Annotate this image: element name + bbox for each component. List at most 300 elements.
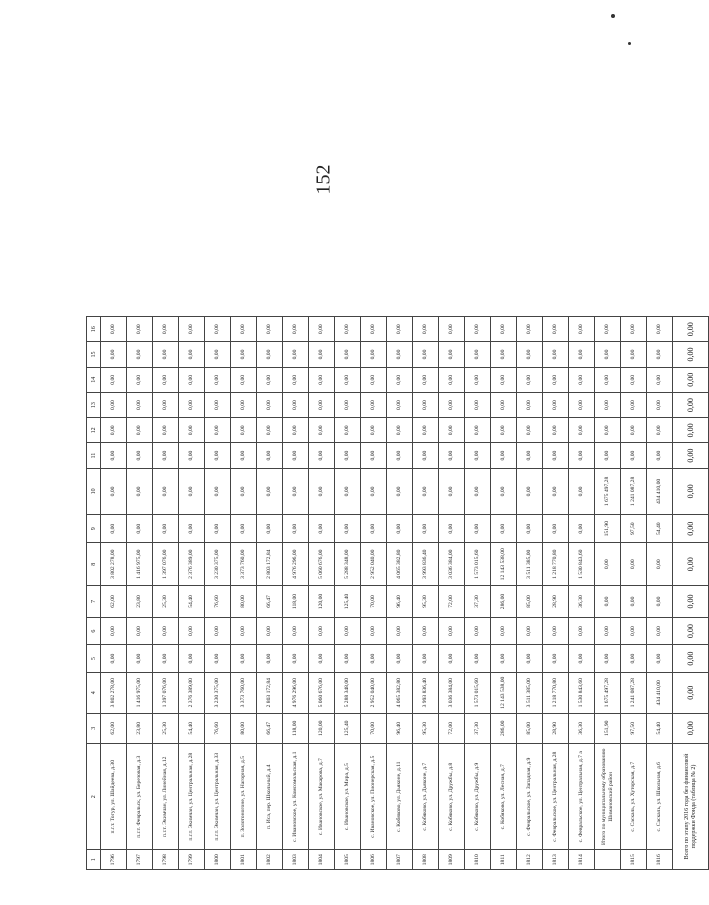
row-value: 0,00 — [283, 392, 309, 417]
row-address: с. Саскаль, ул. Хуторская, д.7 — [621, 743, 647, 850]
row-value: 0,00 — [153, 443, 179, 468]
row-address: п. Золотоногоне, ул. Нагорная, д.5 — [231, 743, 257, 850]
row-value: 0,00 — [491, 367, 517, 392]
row-value: 0,00 — [361, 515, 387, 543]
row-value: 0,00 — [621, 392, 647, 417]
row-value: 120,00 — [309, 586, 335, 618]
row-value: 0,00 — [413, 317, 439, 342]
row-value: 0,00 — [127, 617, 153, 645]
row-number: 1797 — [127, 850, 153, 870]
row-value: 0,00 — [439, 468, 465, 514]
row-value: 0,00 — [413, 645, 439, 673]
row-value: 0,00 — [517, 443, 543, 468]
row-number: 1811 — [491, 850, 517, 870]
row-value: 0,00 — [569, 317, 595, 342]
row-value: 0,00 — [517, 418, 543, 443]
row-value: 0,00 — [543, 645, 569, 673]
row-value: 76,60 — [205, 713, 231, 743]
row-value: 3 230 375,00 — [205, 672, 231, 713]
total-value: 0,00 — [673, 468, 709, 514]
row-value: 0,00 — [647, 418, 673, 443]
row-number: 1814 — [569, 850, 595, 870]
row-value: 0,00 — [465, 468, 491, 514]
row-value: 0,00 — [465, 443, 491, 468]
row-value: 3 373 760,00 — [231, 672, 257, 713]
row-value: 1 397 076,00 — [153, 672, 179, 713]
row-value: 3 993 836,40 — [413, 543, 439, 586]
row-value: 3 230 375,00 — [205, 543, 231, 586]
column-header: 11 — [87, 443, 101, 468]
row-value: 0,00 — [205, 515, 231, 543]
row-number: 1801 — [231, 850, 257, 870]
row-value: 0,00 — [569, 342, 595, 367]
row-number: 1809 — [439, 850, 465, 870]
row-value: 0,00 — [257, 317, 283, 342]
table-row — [465, 317, 491, 870]
row-address: с. Кобяково, ул. Дружбы, д.8 — [439, 743, 465, 850]
row-address: п.г.т. Экимчан, ул. Центральная, д.28 — [179, 743, 205, 850]
row-value: 0,00 — [283, 645, 309, 673]
column-header: 2 — [87, 743, 101, 850]
row-value: 0,00 — [361, 617, 387, 645]
row-number: 1806 — [361, 850, 387, 870]
row-value: 0,00 — [387, 443, 413, 468]
row-value: 0,00 — [309, 367, 335, 392]
row-value: 0,00 — [205, 468, 231, 514]
row-value: 0,00 — [439, 367, 465, 392]
row-value: 0,00 — [543, 418, 569, 443]
row-value: 0,00 — [179, 617, 205, 645]
row-value: 0,00 — [543, 317, 569, 342]
row-value: 0,00 — [335, 468, 361, 514]
row-value: 70,00 — [361, 713, 387, 743]
row-value: 0,00 — [335, 367, 361, 392]
row-value: 0,00 — [153, 392, 179, 417]
row-value: 66,47 — [257, 713, 283, 743]
row-value: 0,00 — [335, 645, 361, 673]
row-address: с. Февральское, ул. Центральная, д.7 а — [569, 743, 595, 850]
row-value: 0,00 — [283, 418, 309, 443]
row-value: 0,00 — [179, 392, 205, 417]
row-value: 0,00 — [647, 586, 673, 618]
row-number: 1807 — [387, 850, 413, 870]
row-address: с. Кобяково, ул. Дьяконе, д.7 — [413, 743, 439, 850]
row-value: 0,00 — [647, 617, 673, 645]
row-value: 0,00 — [621, 317, 647, 342]
row-number: 1800 — [205, 850, 231, 870]
row-value: 1 218 770,80 — [543, 543, 569, 586]
row-value: 3 511 385,00 — [517, 543, 543, 586]
table-row — [361, 317, 387, 870]
row-value: 3 036 384,00 — [439, 543, 465, 586]
row-value: 0,00 — [543, 443, 569, 468]
row-value: 0,00 — [491, 418, 517, 443]
row-value: 0,00 — [517, 392, 543, 417]
row-value: 0,00 — [491, 392, 517, 417]
row-value: 0,00 — [413, 367, 439, 392]
row-value: 0,00 — [439, 645, 465, 673]
row-value: 0,00 — [127, 468, 153, 514]
table-row — [179, 317, 205, 870]
row-value: 12 143 538,00 — [491, 672, 517, 713]
row-value: 0,00 — [595, 392, 621, 417]
row-address: с. Ивановское, ул. Мира, д.5 — [335, 743, 361, 850]
row-value: 0,00 — [257, 515, 283, 543]
row-value: 0,00 — [335, 317, 361, 342]
row-value: 0,00 — [595, 418, 621, 443]
row-value: 1 675 497,28 — [595, 468, 621, 514]
row-address: с. Кобяково, ул. Дьяконе, д.11 — [387, 743, 413, 850]
row-value: 0,00 — [465, 515, 491, 543]
column-header: 1 — [87, 850, 101, 870]
row-value: 0,00 — [413, 617, 439, 645]
row-value: 0,00 — [153, 367, 179, 392]
row-value: 0,00 — [257, 342, 283, 367]
row-value: 5 060 676,00 — [309, 543, 335, 586]
row-value: 54,40 — [647, 515, 673, 543]
row-number: 1802 — [257, 850, 283, 870]
row-value: 85,00 — [517, 713, 543, 743]
row-value: 3 802 278,00 — [101, 672, 127, 713]
header-row — [87, 317, 101, 870]
table-row — [283, 317, 309, 870]
row-value: 0,00 — [309, 617, 335, 645]
row-value: 0,00 — [647, 317, 673, 342]
row-value: 0,00 — [101, 418, 127, 443]
column-header: 10 — [87, 468, 101, 514]
row-value: 0,00 — [413, 392, 439, 417]
row-value: 0,00 — [387, 645, 413, 673]
row-number: 1813 — [543, 850, 569, 870]
row-value: 0,00 — [153, 468, 179, 514]
row-value: 62,00 — [101, 713, 127, 743]
row-value: 0,00 — [205, 317, 231, 342]
row-value: 1 416 975,00 — [127, 672, 153, 713]
row-value: 0,00 — [439, 317, 465, 342]
row-value: 72,00 — [439, 713, 465, 743]
row-value: 0,00 — [179, 443, 205, 468]
column-header: 5 — [87, 645, 101, 673]
row-value: 72,00 — [439, 586, 465, 618]
row-value: 0,00 — [101, 645, 127, 673]
row-value: 0,00 — [387, 367, 413, 392]
row-value: 2 376 389,00 — [179, 672, 205, 713]
row-value: 0,00 — [283, 468, 309, 514]
column-header: 15 — [87, 342, 101, 367]
row-value: 0,00 — [205, 645, 231, 673]
row-value: 0,00 — [465, 418, 491, 443]
column-header: 16 — [87, 317, 101, 342]
row-value: 36,30 — [569, 713, 595, 743]
row-value: 0,00 — [647, 342, 673, 367]
row-value: 2 803 172,84 — [257, 543, 283, 586]
row-value: 0,00 — [595, 367, 621, 392]
row-value: 0,00 — [517, 515, 543, 543]
row-value: 0,00 — [179, 342, 205, 367]
row-value: 0,00 — [517, 645, 543, 673]
row-value: 0,00 — [153, 317, 179, 342]
row-value: 0,00 — [491, 443, 517, 468]
table-row — [335, 317, 361, 870]
row-value: 0,00 — [179, 645, 205, 673]
row-value: 434 410,00 — [647, 468, 673, 514]
row-value: 434 410,00 — [647, 672, 673, 713]
row-value: 80,00 — [231, 713, 257, 743]
table-body — [87, 317, 709, 870]
row-address: п.г.т. Тогур, ул. Шайдеева, д.30 — [101, 743, 127, 850]
row-value: 0,00 — [361, 418, 387, 443]
row-number: 1804 — [309, 850, 335, 870]
table-row — [231, 317, 257, 870]
row-value: 0,00 — [543, 617, 569, 645]
row-address: с. Ивановское, ул. Макарова, д.7 — [309, 743, 335, 850]
total-value: 0,00 — [673, 367, 709, 392]
row-value: 0,00 — [257, 418, 283, 443]
row-value: 0,00 — [569, 392, 595, 417]
column-header: 7 — [87, 586, 101, 618]
row-value: 4 976 296,00 — [283, 543, 309, 586]
row-value: 12 143 538,00 — [491, 543, 517, 586]
row-value: 0,00 — [491, 645, 517, 673]
row-value: 0,00 — [205, 443, 231, 468]
row-value: 0,00 — [361, 367, 387, 392]
row-value: 0,00 — [361, 443, 387, 468]
row-value: 0,00 — [621, 443, 647, 468]
row-value: 0,00 — [387, 392, 413, 417]
row-value: 3 373 760,00 — [231, 543, 257, 586]
row-value: 0,00 — [413, 418, 439, 443]
row-value: 1 573 015,60 — [465, 543, 491, 586]
row-value: 0,00 — [439, 617, 465, 645]
row-value: 4 976 296,00 — [283, 672, 309, 713]
row-number — [595, 850, 621, 870]
row-value: 0,00 — [621, 418, 647, 443]
scan-speck — [628, 42, 631, 45]
row-value: 0,00 — [231, 317, 257, 342]
table-row — [595, 317, 621, 870]
column-header: 3 — [87, 713, 101, 743]
row-value: 0,00 — [257, 468, 283, 514]
row-value: 0,00 — [465, 645, 491, 673]
row-value: 0,00 — [205, 367, 231, 392]
row-value: 0,00 — [127, 418, 153, 443]
row-address: п.г.т. Экимчан, ул. Линейная, д.12 — [153, 743, 179, 850]
total-value: 0,00 — [673, 443, 709, 468]
row-value: 0,00 — [621, 543, 647, 586]
row-address: с. Саскаль, ул. Школьная, д.6 — [647, 743, 673, 850]
row-value: 0,00 — [491, 515, 517, 543]
row-value: 25,30 — [153, 713, 179, 743]
table-row — [517, 317, 543, 870]
row-value: 0,00 — [231, 468, 257, 514]
row-address: п.г.т. Экимчан, ул. Центральная, д.33 — [205, 743, 231, 850]
row-value: 0,00 — [569, 645, 595, 673]
total-value: 0,00 — [673, 392, 709, 417]
row-value: 0,00 — [413, 468, 439, 514]
scan-speck — [611, 14, 615, 18]
row-value: 0,00 — [517, 617, 543, 645]
row-value: 0,00 — [647, 443, 673, 468]
row-value: 0,00 — [465, 392, 491, 417]
row-value: 118,00 — [283, 586, 309, 618]
row-value: 54,40 — [647, 713, 673, 743]
row-number: 1808 — [413, 850, 439, 870]
total-label: Всего по этапу 2016 года без финансовой поддержки Фонда (таблица № 2) — [673, 743, 709, 869]
row-address: с. Ивановское, ул. Пионерская, д.5 — [361, 743, 387, 850]
column-header: 8 — [87, 543, 101, 586]
row-value: 62,00 — [101, 586, 127, 618]
row-value: 0,00 — [595, 645, 621, 673]
row-value: 0,00 — [309, 317, 335, 342]
row-value: 0,00 — [439, 515, 465, 543]
row-value: 0,00 — [309, 443, 335, 468]
row-number: 1799 — [179, 850, 205, 870]
row-value: 0,00 — [543, 367, 569, 392]
row-value: 5 060 676,00 — [309, 672, 335, 713]
row-value: 0,00 — [309, 515, 335, 543]
row-value: 70,00 — [361, 586, 387, 618]
row-value: 0,00 — [309, 342, 335, 367]
row-value: 0,00 — [153, 617, 179, 645]
table-row — [127, 317, 153, 870]
row-value: 0,00 — [413, 515, 439, 543]
row-value: 0,00 — [127, 443, 153, 468]
row-value: 0,00 — [465, 342, 491, 367]
row-value: 0,00 — [647, 392, 673, 417]
row-value: 0,00 — [127, 392, 153, 417]
row-value: 0,00 — [153, 342, 179, 367]
row-value: 0,00 — [101, 317, 127, 342]
row-value: 0,00 — [491, 342, 517, 367]
total-value: 0,00 — [673, 418, 709, 443]
row-value: 85,00 — [517, 586, 543, 618]
row-value: 0,00 — [101, 617, 127, 645]
row-value: 0,00 — [205, 617, 231, 645]
row-value: 0,00 — [283, 617, 309, 645]
total-value: 0,00 — [673, 713, 709, 743]
row-value: 0,00 — [257, 617, 283, 645]
row-value: 1 530 843,60 — [569, 543, 595, 586]
row-value: 0,00 — [153, 418, 179, 443]
row-value: 95,30 — [413, 586, 439, 618]
row-value: 96,40 — [387, 586, 413, 618]
row-value: 23,80 — [127, 713, 153, 743]
row-value: 2 952 040,00 — [361, 543, 387, 586]
row-value: 0,00 — [101, 342, 127, 367]
row-value: 0,00 — [387, 418, 413, 443]
row-value: 0,00 — [335, 515, 361, 543]
row-value: 0,00 — [153, 515, 179, 543]
table-row — [543, 317, 569, 870]
row-value: 0,00 — [569, 443, 595, 468]
row-value: 151,90 — [595, 713, 621, 743]
row-value: 0,00 — [127, 367, 153, 392]
row-value: 25,30 — [153, 586, 179, 618]
row-value: 54,40 — [179, 586, 205, 618]
row-value: 0,00 — [205, 392, 231, 417]
row-value: 0,00 — [387, 468, 413, 514]
row-value: 125,40 — [335, 586, 361, 618]
row-value: 4 065 382,80 — [387, 672, 413, 713]
row-value: 0,00 — [361, 317, 387, 342]
row-value: 0,00 — [309, 392, 335, 417]
column-header: 12 — [87, 418, 101, 443]
row-value: 5 288 348,00 — [335, 543, 361, 586]
row-value: 0,00 — [257, 392, 283, 417]
row-value: 0,00 — [621, 342, 647, 367]
row-address: с. Февральское, ул. Западная, д.9 — [517, 743, 543, 850]
row-value: 286,00 — [491, 586, 517, 618]
table-row — [153, 317, 179, 870]
table-row — [257, 317, 283, 870]
row-value: 0,00 — [127, 342, 153, 367]
row-value: 1 241 087,28 — [621, 672, 647, 713]
table-row — [647, 317, 673, 870]
row-value: 0,00 — [127, 645, 153, 673]
row-value: 4 065 382,80 — [387, 543, 413, 586]
row-value: 3 036 384,00 — [439, 672, 465, 713]
row-value: 66,47 — [257, 586, 283, 618]
row-address: Итого по муниципальному образованию Шимановский район — [595, 743, 621, 850]
row-value: 0,00 — [179, 515, 205, 543]
data-table — [86, 316, 709, 870]
row-value: 0,00 — [283, 443, 309, 468]
row-value: 0,00 — [491, 317, 517, 342]
row-value: 0,00 — [569, 367, 595, 392]
row-value: 0,00 — [179, 367, 205, 392]
row-value: 0,00 — [101, 367, 127, 392]
table-row — [413, 317, 439, 870]
row-value: 151,90 — [595, 515, 621, 543]
row-value: 0,00 — [361, 342, 387, 367]
column-header: 4 — [87, 672, 101, 713]
row-value: 0,00 — [101, 443, 127, 468]
row-address: с. Кобяково, ул. Лесная, д.7 — [491, 743, 517, 850]
row-value: 28,90 — [543, 586, 569, 618]
row-value: 0,00 — [335, 392, 361, 417]
total-row — [673, 317, 709, 870]
row-value: 0,00 — [335, 617, 361, 645]
row-value: 0,00 — [231, 617, 257, 645]
column-header: 13 — [87, 392, 101, 417]
row-value: 1 416 975,00 — [127, 543, 153, 586]
row-value: 125,40 — [335, 713, 361, 743]
row-value: 0,00 — [543, 342, 569, 367]
row-value: 0,00 — [621, 586, 647, 618]
table-container — [86, 316, 709, 870]
row-value: 5 288 348,00 — [335, 672, 361, 713]
row-value: 0,00 — [101, 468, 127, 514]
row-value: 0,00 — [231, 392, 257, 417]
row-value: 0,00 — [387, 317, 413, 342]
row-value: 0,00 — [335, 342, 361, 367]
row-address: п. Иса, пер. Школьный, д.4 — [257, 743, 283, 850]
row-value: 0,00 — [439, 443, 465, 468]
total-value: 0,00 — [673, 317, 709, 342]
row-value: 0,00 — [179, 317, 205, 342]
row-value: 0,00 — [517, 342, 543, 367]
row-value: 0,00 — [231, 367, 257, 392]
row-address: с. Февральское, ул. Центральная, д.28 — [543, 743, 569, 850]
row-value: 0,00 — [361, 645, 387, 673]
row-number: 1816 — [647, 850, 673, 870]
row-value: 1 573 015,60 — [465, 672, 491, 713]
total-value: 0,00 — [673, 543, 709, 586]
row-value: 80,00 — [231, 586, 257, 618]
total-value: 0,00 — [673, 672, 709, 713]
column-header: 14 — [87, 367, 101, 392]
row-value: 0,00 — [439, 392, 465, 417]
